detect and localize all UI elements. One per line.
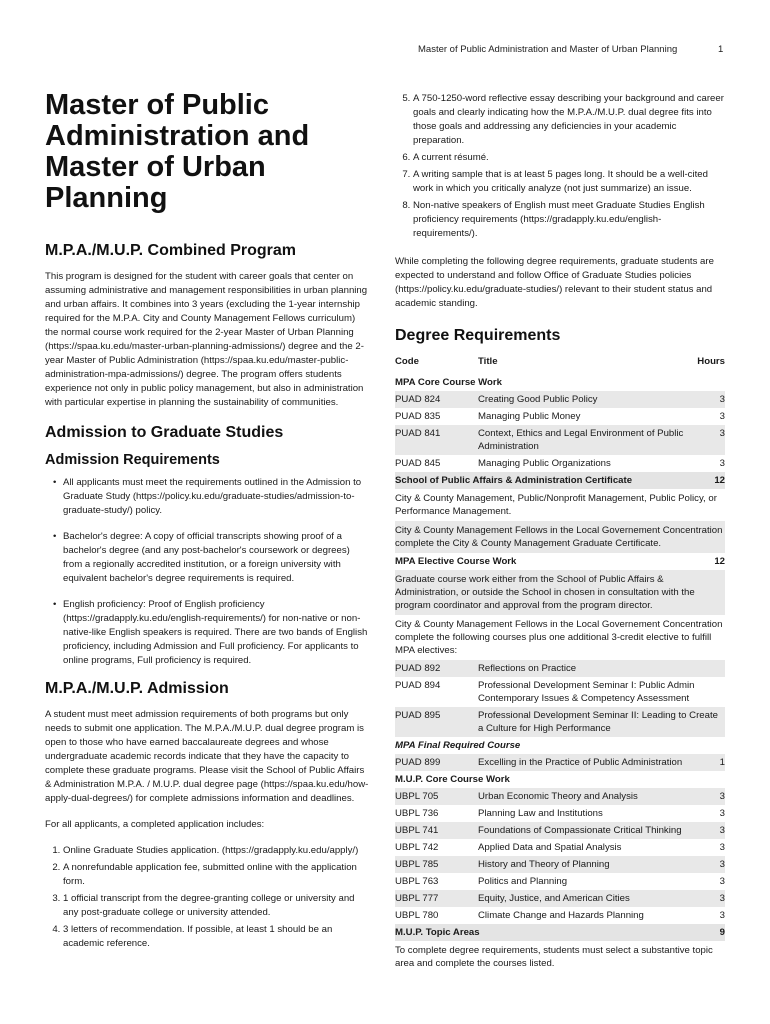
list-item: 6. A current résumé. [413,151,725,165]
page-number: 1 [718,44,724,55]
table-row: UBPL 763 Politics and Planning 3 [395,876,725,887]
section-row-mpa-final: MPA Final Required Course [395,740,521,751]
list-item: • Bachelor's degree: A copy of official transcripts showing proof of a bachelor's degree (and any post-bachelor's coursework or degrees) from a regionally accredited institution, or a foreign university with equivalent bachelor's degree requirements is required. [63,530,371,586]
section-row-mup-topic: M.U.P. Topic Areas 9 [395,924,725,941]
section-row-spaa-certificate: School of Public Affairs & Administration Certificate 12 [395,472,725,489]
list-item: • All applicants must meet the requirements outlined in the Admission to Graduate Study (https://policy.ku.edu/graduate-studies/admission-to-graduate-study/) policy. [63,476,371,518]
hours-column-header: Hours [697,356,725,367]
application-list [45,844,371,951]
list-item: 5. A 750-1250-word reflective essay describing your background and career goals and clearly indicating how the M.P.A./M.U.P. dual degree fits into those goals and addressing any deficiencies in your academic preparation. [413,92,725,148]
admission-requirements-heading: Admission Requirements [45,452,220,468]
mpa-mup-admission-body: A student must meet admission requirements of both programs but only needs to submit one application. The M.P.A./M.U.P. dual degree program is open to those who have earned baccalaureate degrees and whose undergraduate academic records indicate that they have the capacity to complete these graduate programs. Please visit the School of Public Affairs & Administration M.P.A. / M.U.P. dual degree page (https://spaa.ku.edu/how-apply-dual-degrees/) for complete admissions information and deadlines. [45,709,369,804]
table-row: UBPL 780 Climate Change and Hazards Planning 3 [395,910,725,921]
table-row: PUAD 835 Managing Public Money 3 [395,411,725,422]
degree-requirements-heading: Degree Requirements [395,327,561,344]
application-intro: For all applicants, a completed application includes: [45,819,265,830]
section-row-mup-core: M.U.P. Core Course Work [395,774,510,785]
mpa-mup-admission-heading: M.P.A./M.U.P. Admission [45,680,229,697]
table-row: PUAD 824 Creating Good Public Policy 3 [395,391,725,408]
table-row: PUAD 899 Excelling in the Practice of Public Administration 1 [395,754,725,771]
section-row-mpa-elective: MPA Elective Course Work 12 [395,556,725,567]
table-row: UBPL 742 Applied Data and Spatial Analysis 3 [395,842,725,853]
list-item: 4. 3 letters of recommendation. If possible, at least 1 should be an academic reference. [63,923,371,951]
policy-note: While completing the following degree requirements, graduate students are expected to understand and follow Office of Graduate Studies policies (https://policy.ku.edu/graduate-studies/) relevant to their student status and academic standing. [395,256,714,309]
combined-program-heading: M.P.A./M.U.P. Combined Program [45,242,297,259]
section-row-mpa-core: MPA Core Course Work [395,377,502,388]
table-row: PUAD 895 Professional Development Seminar II: Leading to Create a Culture for High Performance [395,707,725,737]
table-row: PUAD 892 Reflections on Practice [395,660,725,677]
running-header: Master of Public Administration and Master of Urban Planning [418,44,678,55]
list-item: 8. Non-native speakers of English must meet Graduate Studies English proficiency requirements (https://gradapply.ku.edu/english-requirements/). [413,199,725,241]
admission-grad-heading: Admission to Graduate Studies [45,424,284,441]
table-row: PUAD 841 Context, Ethics and Legal Environment of Public Administration 3 [395,425,725,455]
degree-requirements-table [395,353,725,973]
table-header-row [395,353,725,374]
table-note-row: City & County Management Fellows in the Local Governement Concentration complete the City & County Management Graduate Certificate. [395,521,725,553]
list-item: 2. A nonrefundable application fee, submitted online with the application form. [63,861,371,889]
left-column [45,90,371,963]
list-item: 1. Online Graduate Studies application. (https://gradapply.ku.edu/apply/) [63,844,371,858]
table-row: UBPL 705 Urban Economic Theory and Analysis 3 [395,788,725,805]
table-row: UBPL 785 History and Theory of Planning 3 [395,856,725,873]
admission-requirements-list [45,476,371,668]
table-note-row: To complete degree requirements, students must select a substantive topic area and complete the courses listed. [395,945,713,969]
table-note-row: City & County Management Fellows in the Local Governement Concentration complete the following courses plus one additional 3-credit elective to fulfill MPA electives: [395,619,723,656]
list-item: • English proficiency: Proof of English proficiency (https://gradapply.ku.edu/english-requirements/) for non-native or non-native-like English speakers is required. There are two bands of English proficiency, including Admission and Full proficiency. For applicants to online programs, Full proficiency is required. [63,598,371,668]
right-column [395,92,725,973]
table-note-row: City & County Management, Public/Nonprofit Management, Public Policy, or Performance Management. [395,493,717,517]
document-title: Master of Public Administration and Master of Urban Planning [45,89,310,214]
application-list-continued [395,92,725,241]
table-note-row: Graduate course work either from the School of Public Affairs & Administration, or outside the School in chosen in consultation with the program coordinator and approval from the program director. [395,570,725,615]
table-row: UBPL 736 Planning Law and Institutions 3 [395,808,725,819]
table-row: PUAD 894 Professional Development Seminar I: Public Admin Contemporary Issues & Competency Assessment [395,680,695,704]
list-item: 3. 1 official transcript from the degree-granting college or university and any post-graduate college or university attended. [63,892,371,920]
table-row: PUAD 845 Managing Public Organizations 3 [395,458,725,469]
table-row: UBPL 741 Foundations of Compassionate Critical Thinking 3 [395,822,725,839]
title-column-header: Title [478,356,498,367]
list-item: 7. A writing sample that is at least 5 pages long. It should be a well-cited work in which you critically analyze (not just summarize) an issue. [413,168,725,196]
combined-program-body: This program is designed for the student with career goals that center on assuming administrative and management responsibilities in urban planning and urban affairs. It combines into 3 years (excluding the 1-year internship required for the M.P.A. City and County Management Fellows curriculum) the normal course work required for the 2-year Master of Urban Planning (https://spaa.ku.edu/master-urban-planning-admissions/) degree and the 2-year Master of Public Administration (https://spaa.ku.edu/master-public-administration-mpa-admissions/) degree. The program offers students experience not only in public policy management, but also in administration with particular expertise in planning the sustainability of communities. [45,271,368,408]
table-row: UBPL 777 Equity, Justice, and American Cities 3 [395,890,725,907]
code-column-header: Code [395,356,419,367]
